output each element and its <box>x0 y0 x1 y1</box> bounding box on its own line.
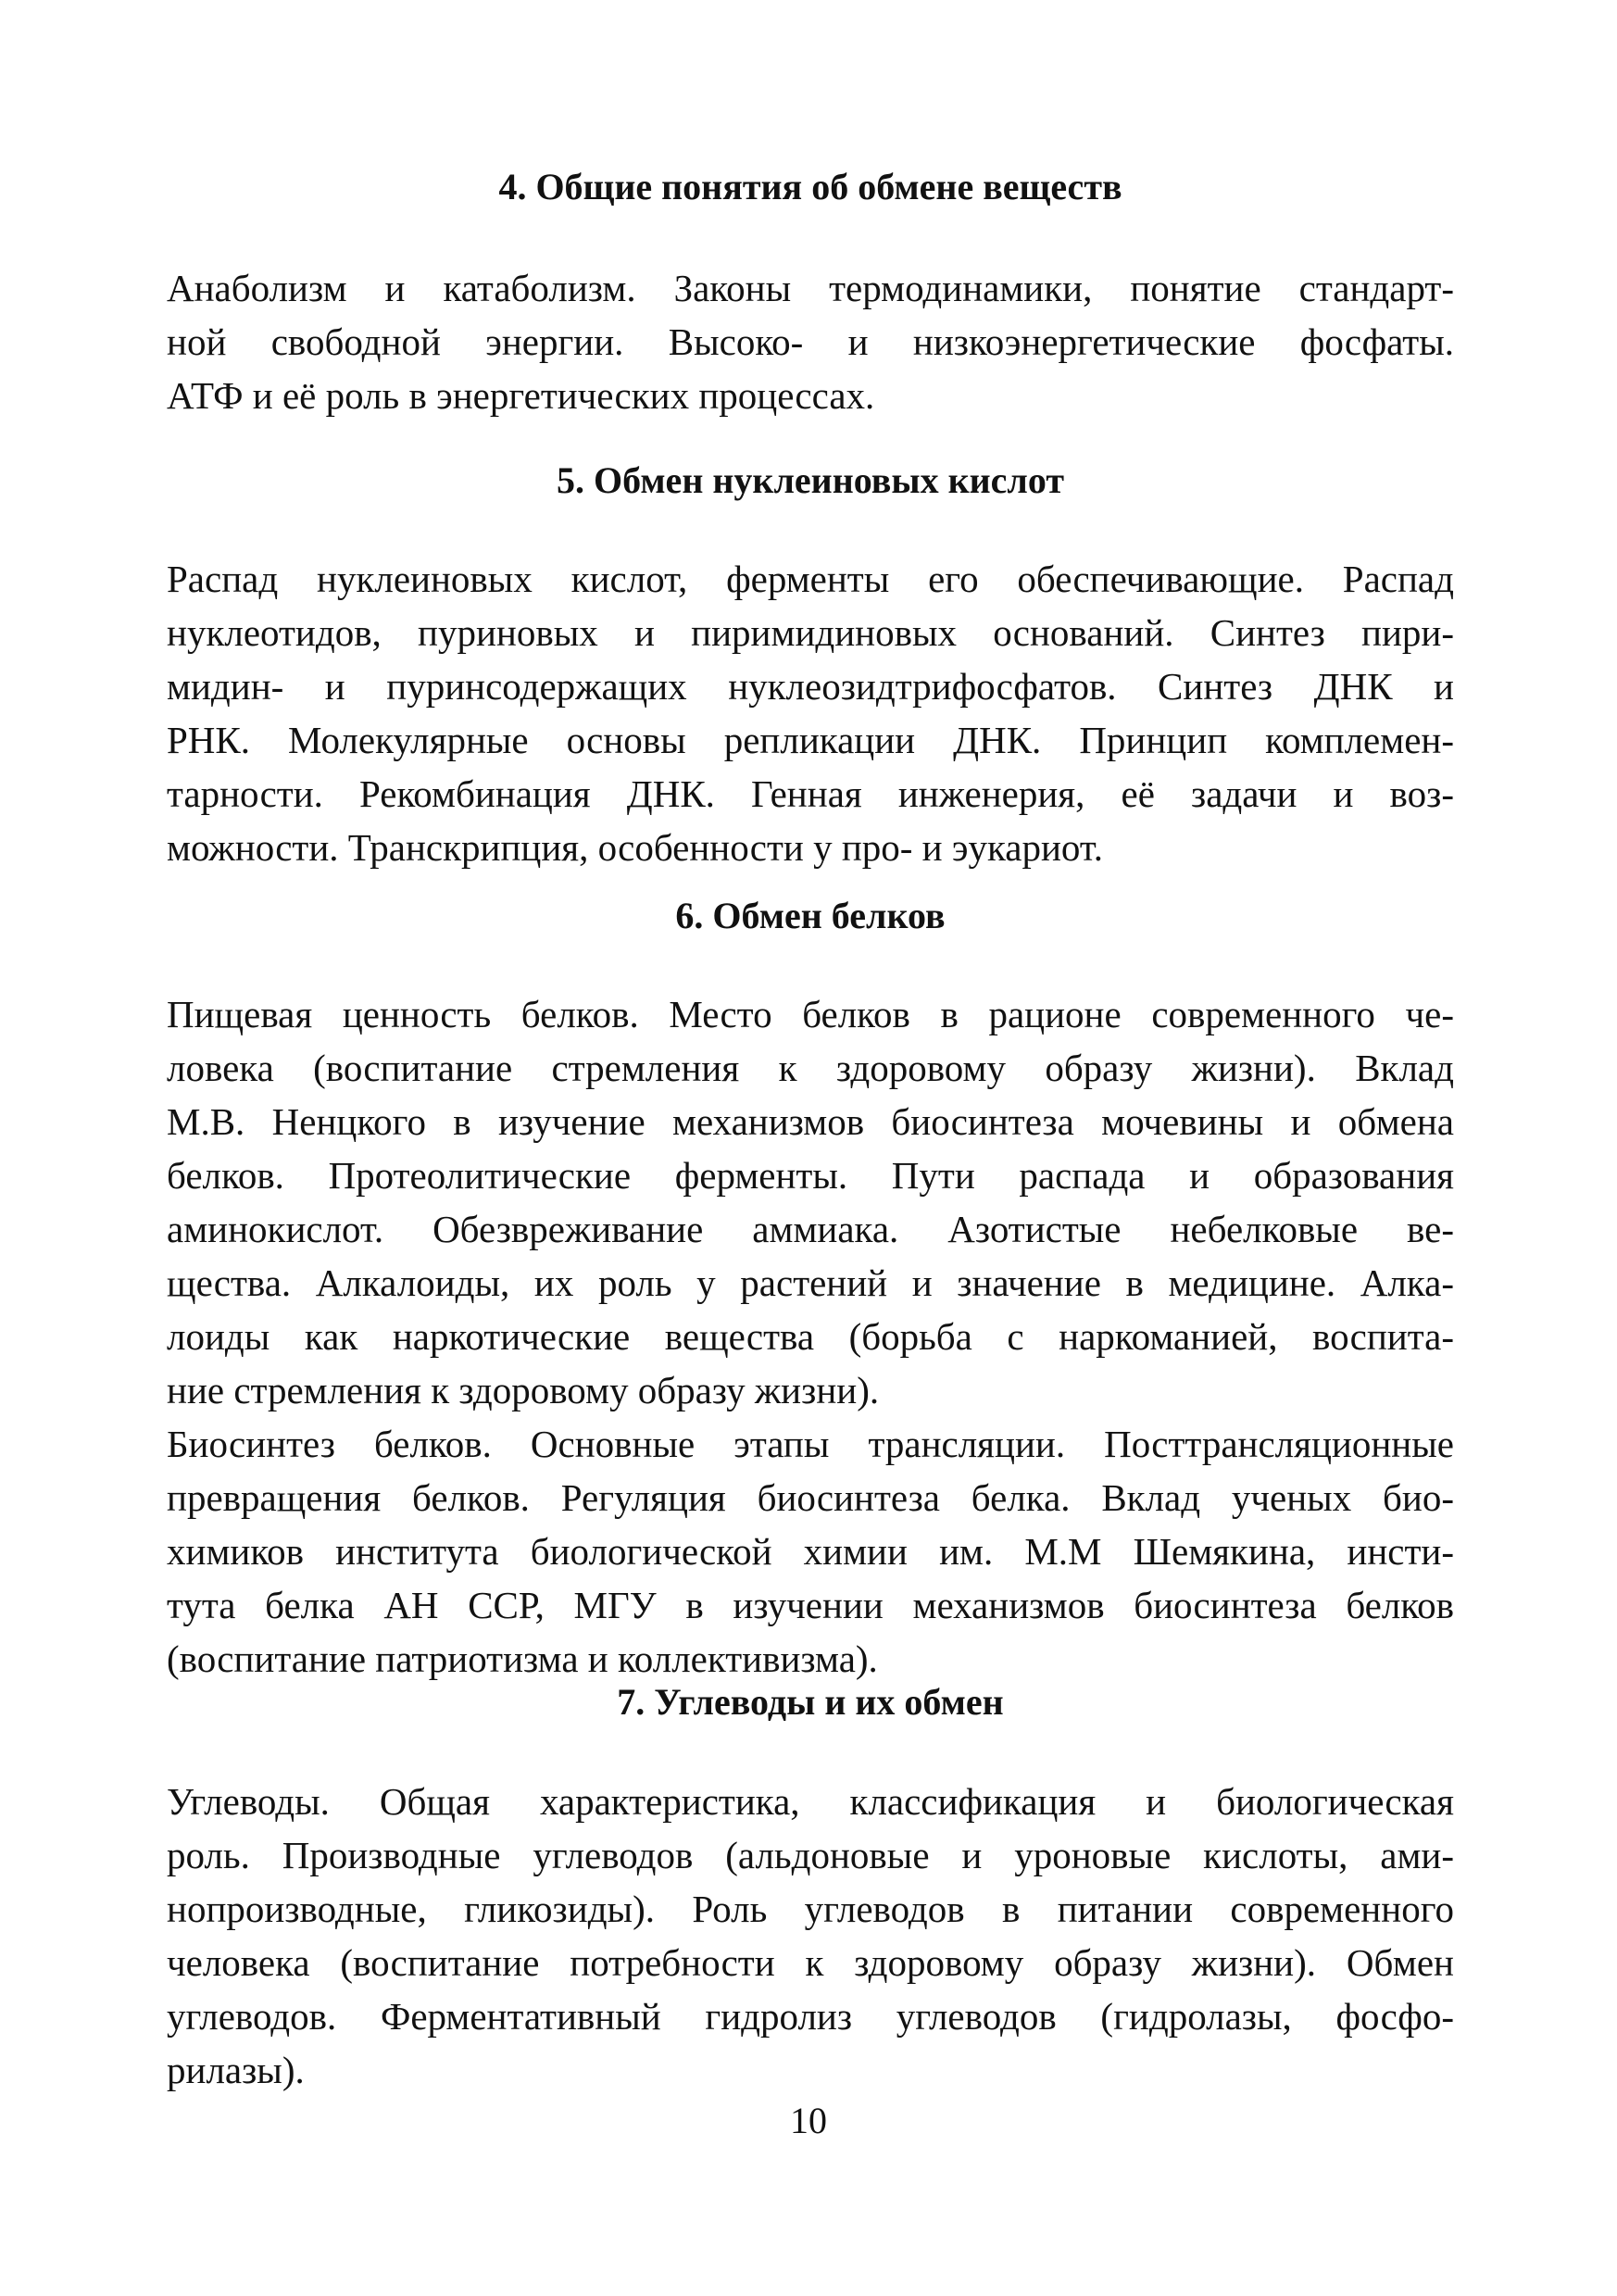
text-line: Распад нуклеиновых кислот, ферменты его обеспечивающие. Распад <box>167 558 1454 600</box>
section-heading-5: 5. Обмен нуклеиновых кислот <box>557 459 1064 501</box>
text-line: Углеводы. Общая характеристика, классификация и биологическая <box>167 1780 1454 1823</box>
page-number: 10 <box>790 2100 827 2141</box>
text-line: ной свободной энергии. Высоко- и низкоэнергетические фосфаты. <box>167 320 1454 363</box>
section-heading-4: 4. Общие понятия об обмене веществ <box>498 166 1122 207</box>
text-line: РНК. Молекулярные основы репликации ДНК. Принцип комплемен- <box>167 719 1454 761</box>
text-line: (воспитание патриотизма и коллективизма). <box>167 1637 878 1680</box>
text-line: углеводов. Ферментативный гидролиз углеводов (гидролазы, фосфо- <box>167 1995 1454 2038</box>
section-4-paragraph <box>167 261 1454 422</box>
text-line: можности. Транскрипция, особенности у про- и эукариот. <box>167 826 1103 869</box>
text-line: мидин- и пуринсодержащих нуклеозидтрифосфатов. Синтез ДНК и <box>167 665 1454 708</box>
section-6-paragraph-1 <box>167 987 1454 1417</box>
text-line: человека (воспитание потребности к здоровому образу жизни). Обмен <box>167 1941 1454 1984</box>
text-line: роль. Производные углеводов (альдоновые и уроновые кислоты, ами- <box>167 1834 1454 1876</box>
text-line: щества. Алкалоиды, их роль у растений и значение в медицине. Алка- <box>167 1261 1454 1304</box>
text-line: Биосинтез белков. Основные этапы трансляции. Посттрансляционные <box>167 1423 1454 1465</box>
text-line: ние стремления к здоровому образу жизни). <box>167 1369 880 1411</box>
section-6-paragraph-2 <box>167 1417 1454 1686</box>
text-line: рилазы). <box>167 2049 305 2091</box>
text-line: превращения белков. Регуляция биосинтеза белка. Вклад ученых био- <box>167 1476 1454 1519</box>
text-line: химиков института биологической химии им. М.М Шемякина, инсти- <box>167 1530 1454 1573</box>
text-line: лоиды как наркотические вещества (борьба с наркоманией, воспита- <box>167 1315 1454 1358</box>
text-line: тарности. Рекомбинация ДНК. Генная инженерия, её задачи и воз- <box>167 772 1454 815</box>
text-line: Пищевая ценность белков. Место белков в рационе современного че- <box>167 993 1454 1035</box>
text-line: Анаболизм и катаболизм. Законы термодинамики, понятие стандарт- <box>167 267 1454 309</box>
section-5-paragraph <box>167 552 1454 874</box>
text-line: нуклеотидов, пуриновых и пиримидиновых оснований. Синтез пири- <box>167 611 1454 654</box>
text-line: ловека (воспитание стремления к здоровому образу жизни). Вклад <box>167 1047 1454 1089</box>
text-line: тута белка АН ССР, МГУ в изучении механизмов биосинтеза белков <box>167 1584 1454 1626</box>
text-line: белков. Протеолитические ферменты. Пути распада и образования <box>167 1154 1454 1197</box>
section-heading-6: 6. Обмен белков <box>675 895 946 936</box>
text-line: аминокислот. Обезвреживание аммиака. Азотистые небелковые ве- <box>167 1208 1454 1250</box>
section-7-paragraph <box>167 1775 1454 2097</box>
text-line: М.В. Ненцкого в изучение механизмов биосинтеза мочевины и обмена <box>167 1100 1454 1143</box>
section-heading-7: 7. Углеводы и их обмен <box>617 1681 1004 1723</box>
text-line: нопроизводные, гликозиды). Роль углеводов в питании современного <box>167 1888 1454 1930</box>
text-line: АТФ и её роль в энергетических процессах. <box>167 374 875 417</box>
